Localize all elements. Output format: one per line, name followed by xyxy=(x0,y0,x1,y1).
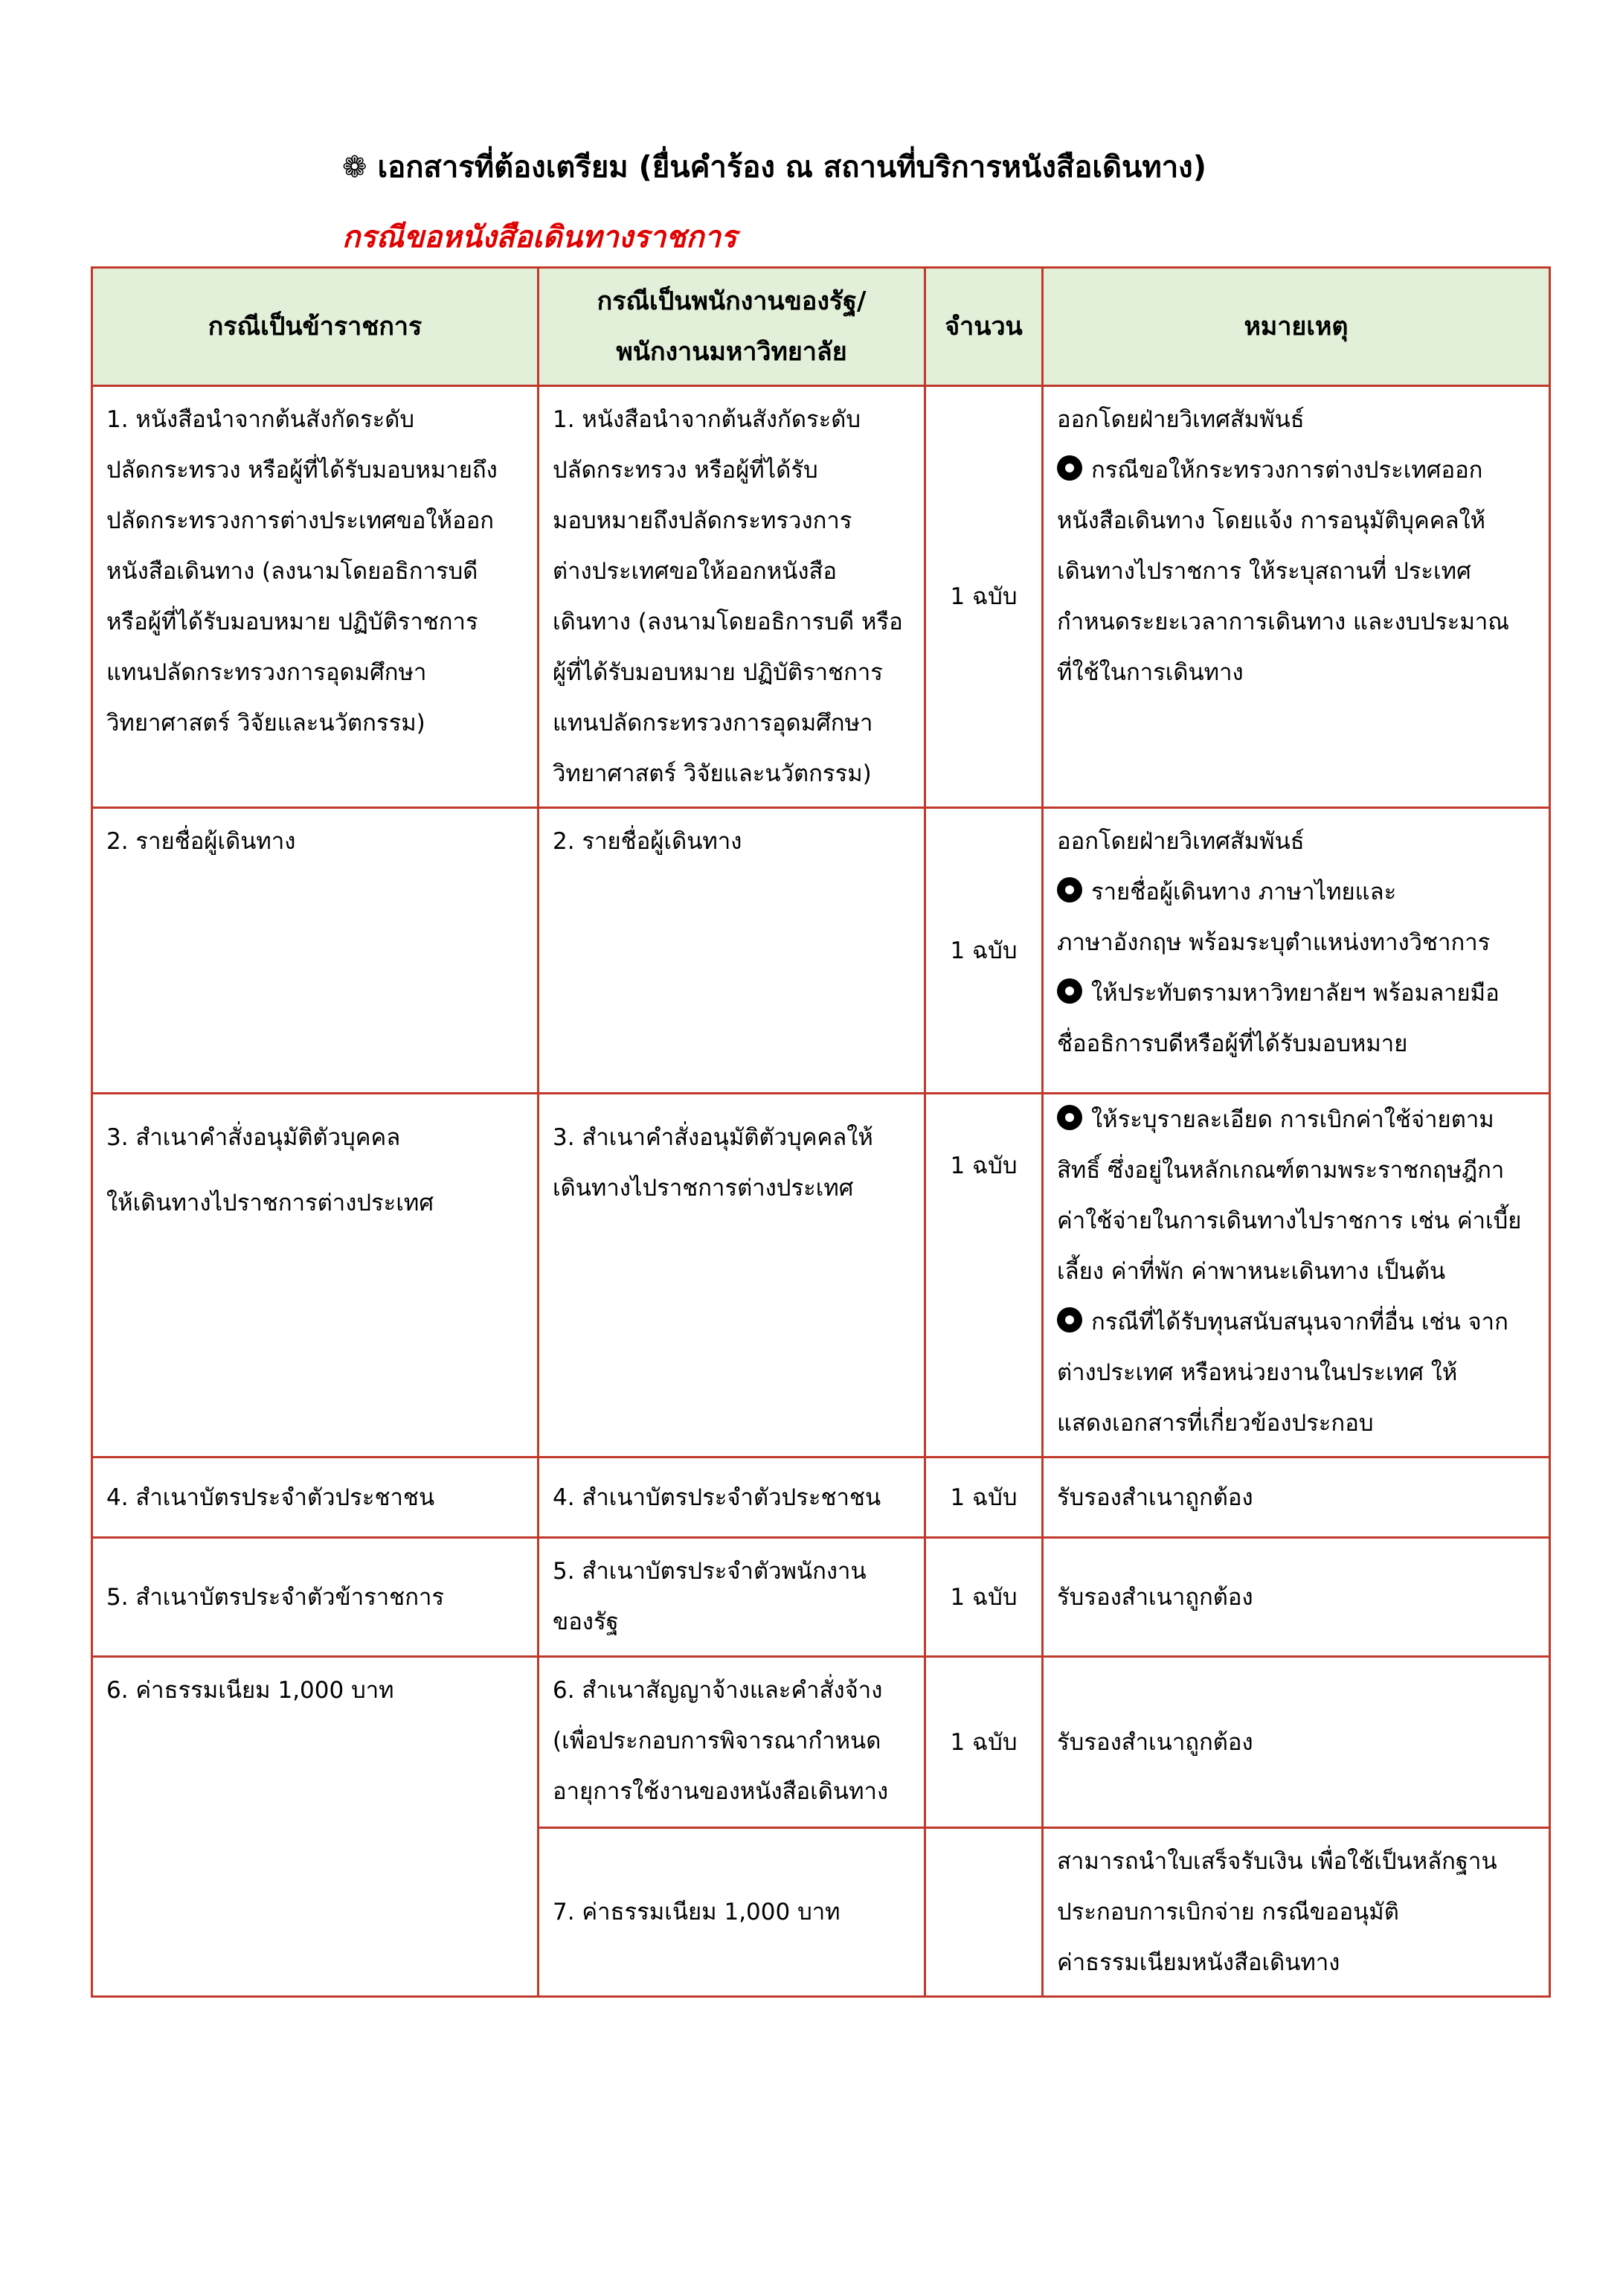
note-line: ค่าธรรมเนียมหนังสือเดินทาง xyxy=(1057,1949,1340,1976)
table-row xyxy=(92,1657,1550,1828)
cell-quantity: 1 ฉบับ xyxy=(925,1538,1043,1657)
note-text: ให้ประทับตรามหาวิทยาลัยฯ พร้อมลายมือ xyxy=(1091,980,1500,1007)
cell-state-employee xyxy=(539,386,925,808)
cell-line: (เพื่อประกอบการพิจารณากำหนด xyxy=(553,1728,881,1754)
cell-line: 1. หนังสือนำจากต้นสังกัดระดับ xyxy=(106,406,415,433)
cell-line: ต่างประเทศขอให้ออกหนังสือ xyxy=(553,558,838,585)
cell-line: ปลัดกระทรวง หรือผู้ที่ได้รับมอบหมายถึง xyxy=(106,457,498,484)
cell-remarks xyxy=(1043,1828,1550,1997)
bullet-icon xyxy=(1057,978,1082,1004)
page-subtitle: กรณีขอหนังสือเดินทางราชการ xyxy=(342,220,737,254)
cell-civil-servant xyxy=(92,386,539,808)
note-line xyxy=(1057,867,1535,917)
cell-quantity xyxy=(925,1828,1043,1997)
cell-quantity: 1 ฉบับ xyxy=(925,1657,1043,1828)
cell-remarks: รับรองสำเนาถูกต้อง xyxy=(1043,1458,1550,1538)
note-intro: ออกโดยฝ่ายวิเทศสัมพันธ์ xyxy=(1057,406,1305,433)
cell-line: 2. รายชื่อผู้เดินทาง xyxy=(553,828,742,855)
cell-remarks: รับรองสำเนาถูกต้อง xyxy=(1043,1538,1550,1657)
table-row xyxy=(92,386,1550,808)
cell-line: วิทยาศาสตร์ วิจัยและนวัตกรรม) xyxy=(553,760,872,787)
cell-line: ของรัฐ xyxy=(553,1609,619,1635)
cell-line: วิทยาศาสตร์ วิจัยและนวัตกรรม) xyxy=(106,710,425,737)
cell-civil-servant: 5. สำเนาบัตรประจำตัวข้าราชการ xyxy=(92,1538,539,1657)
cell-line: ปลัดกระทรวง หรือผู้ที่ได้รับ xyxy=(553,457,818,484)
note-line: ประกอบการเบิกจ่าย กรณีขออนุมัติ xyxy=(1057,1899,1399,1925)
note-text: กรณีขอให้กระทรวงการต่างประเทศออก xyxy=(1091,457,1483,484)
note-text: กรณีที่ได้รับทุนสนับสนุนจากที่อื่น เช่น จาก xyxy=(1091,1309,1508,1335)
cell-state-employee: 4. สำเนาบัตรประจำตัวประชาชน xyxy=(539,1458,925,1538)
cell-state-employee xyxy=(539,1538,925,1657)
header-state-employee xyxy=(539,268,925,386)
note-line xyxy=(1057,1297,1535,1347)
table-row xyxy=(92,808,1550,1094)
cell-line: เดินทาง (ลงนามโดยอธิการบดี หรือ xyxy=(553,609,903,635)
cell-state-employee xyxy=(539,1657,925,1828)
note-line: เดินทางไปราชการ ให้ระบุสถานที่ ประเทศ xyxy=(1057,558,1471,585)
note-line: ต่างประเทศ หรือหน่วยงานในประเทศ ให้ xyxy=(1057,1359,1458,1386)
bullet-icon xyxy=(1057,877,1082,902)
note-line xyxy=(1057,1094,1535,1145)
header-col2-line: พนักงานมหาวิทยาลัย xyxy=(616,337,847,367)
cell-state-employee xyxy=(539,1094,925,1458)
cell-line: แทนปลัดกระทรวงการอุดมศึกษา xyxy=(553,710,873,737)
note-intro: ออกโดยฝ่ายวิเทศสัมพันธ์ xyxy=(1057,828,1305,855)
cell-line: ผู้ที่ได้รับมอบหมาย ปฏิบัติราชการ xyxy=(553,659,883,686)
cell-line: มอบหมายถึงปลัดกระทรวงการ xyxy=(553,507,852,534)
cell-line: 5. สำเนาบัตรประจำตัวพนักงาน xyxy=(553,1558,867,1585)
note-line: ภาษาอังกฤษ พร้อมระบุตำแหน่งทางวิชาการ xyxy=(1057,929,1491,956)
bullet-icon xyxy=(1057,1307,1082,1333)
note-text: รายชื่อผู้เดินทาง ภาษาไทยและ xyxy=(1091,879,1397,905)
note-line: สามารถนำใบเสร็จรับเงิน เพื่อใช้เป็นหลักฐาน xyxy=(1057,1848,1497,1875)
table-row xyxy=(92,1094,1550,1458)
cell-civil-servant xyxy=(92,808,539,1094)
note-line: หนังสือเดินทาง โดยแจ้ง การอนุมัติบุคคลให้ xyxy=(1057,507,1486,534)
bullet-icon xyxy=(1057,455,1082,481)
note-text: ให้ระบุรายละเอียด การเบิกค่าใช้จ่ายตาม xyxy=(1091,1106,1494,1133)
cell-remarks: รับรองสำเนาถูกต้อง xyxy=(1043,1657,1550,1828)
header-col2-line: กรณีเป็นพนักงานของรัฐ/ xyxy=(597,286,867,316)
bullet-icon xyxy=(1057,1105,1082,1130)
header-remarks: หมายเหตุ xyxy=(1043,268,1550,386)
cell-quantity: 1 ฉบับ xyxy=(925,1094,1043,1458)
cell-civil-servant xyxy=(92,1657,539,1997)
note-line xyxy=(1057,445,1535,496)
note-line: ค่าใช้จ่ายในการเดินทางไปราชการ เช่น ค่าเบี้ย xyxy=(1057,1208,1522,1234)
cell-line: 3. สำเนาคำสั่งอนุมัติตัวบุคคลให้ xyxy=(553,1124,873,1151)
cell-line: เดินทางไปราชการต่างประเทศ xyxy=(553,1175,854,1202)
cell-line: 6. สำเนาสัญญาจ้างและคำสั่งจ้าง xyxy=(553,1677,883,1704)
note-line: สิทธิ์ ซึ่งอยู่ในหลักเกณฑ์ตามพระราชกฤษฎีกา xyxy=(1057,1157,1505,1184)
cell-line: หนังสือเดินทาง (ลงนามโดยอธิการบดี xyxy=(106,558,478,585)
cell-state-employee xyxy=(539,808,925,1094)
cell-line: ให้เดินทางไปราชการต่างประเทศ xyxy=(106,1190,434,1216)
table-header-row xyxy=(92,268,1550,386)
flower-icon: ❁ xyxy=(342,150,367,185)
note-line: ชื่ออธิการบดีหรือผู้ที่ได้รับมอบหมาย xyxy=(1057,1030,1408,1057)
cell-line: ปลัดกระทรวงการต่างประเทศขอให้ออก xyxy=(106,507,495,534)
cell-remarks xyxy=(1043,1094,1550,1458)
cell-civil-servant: 4. สำเนาบัตรประจำตัวประชาชน xyxy=(92,1458,539,1538)
cell-state-employee: 7. ค่าธรรมเนียม 1,000 บาท xyxy=(539,1828,925,1997)
note-line: ที่ใช้ในการเดินทาง xyxy=(1057,659,1244,686)
page-title xyxy=(342,143,1206,190)
note-line: แสดงเอกสารที่เกี่ยวข้องประกอบ xyxy=(1057,1410,1374,1437)
cell-line: 2. รายชื่อผู้เดินทาง xyxy=(106,828,296,855)
cell-line: อายุการใช้งานของหนังสือเดินทาง xyxy=(553,1778,889,1805)
cell-quantity: 1 ฉบับ xyxy=(925,808,1043,1094)
cell-line: 1. หนังสือนำจากต้นสังกัดระดับ xyxy=(553,406,861,433)
cell-line: 3. สำเนาคำสั่งอนุมัติตัวบุคคล xyxy=(106,1124,401,1151)
note-line xyxy=(1057,968,1535,1019)
cell-quantity: 1 ฉบับ xyxy=(925,1458,1043,1538)
cell-line: หรือผู้ที่ได้รับมอบหมาย ปฏิบัติราชการ xyxy=(106,609,478,635)
documents-table xyxy=(91,266,1551,1998)
note-line: กำหนดระยะเวลาการเดินทาง และงบประมาณ xyxy=(1057,609,1510,635)
cell-quantity: 1 ฉบับ xyxy=(925,386,1043,808)
table-row xyxy=(92,1458,1550,1538)
note-line: เลี้ยง ค่าที่พัก ค่าพาหนะเดินทาง เป็นต้น xyxy=(1057,1258,1446,1285)
cell-civil-servant xyxy=(92,1094,539,1458)
header-quantity: จำนวน xyxy=(925,268,1043,386)
cell-line: 6. ค่าธรรมเนียม 1,000 บาท xyxy=(106,1677,394,1704)
table-row xyxy=(92,1538,1550,1657)
cell-line: แทนปลัดกระทรวงการอุดมศึกษา xyxy=(106,659,427,686)
cell-remarks xyxy=(1043,808,1550,1094)
cell-remarks xyxy=(1043,386,1550,808)
title-text: เอกสารที่ต้องเตรียม (ยื่นคำร้อง ณ สถานที่บริการหนังสือเดินทาง) xyxy=(377,150,1206,185)
header-civil-servant: กรณีเป็นข้าราชการ xyxy=(92,268,539,386)
